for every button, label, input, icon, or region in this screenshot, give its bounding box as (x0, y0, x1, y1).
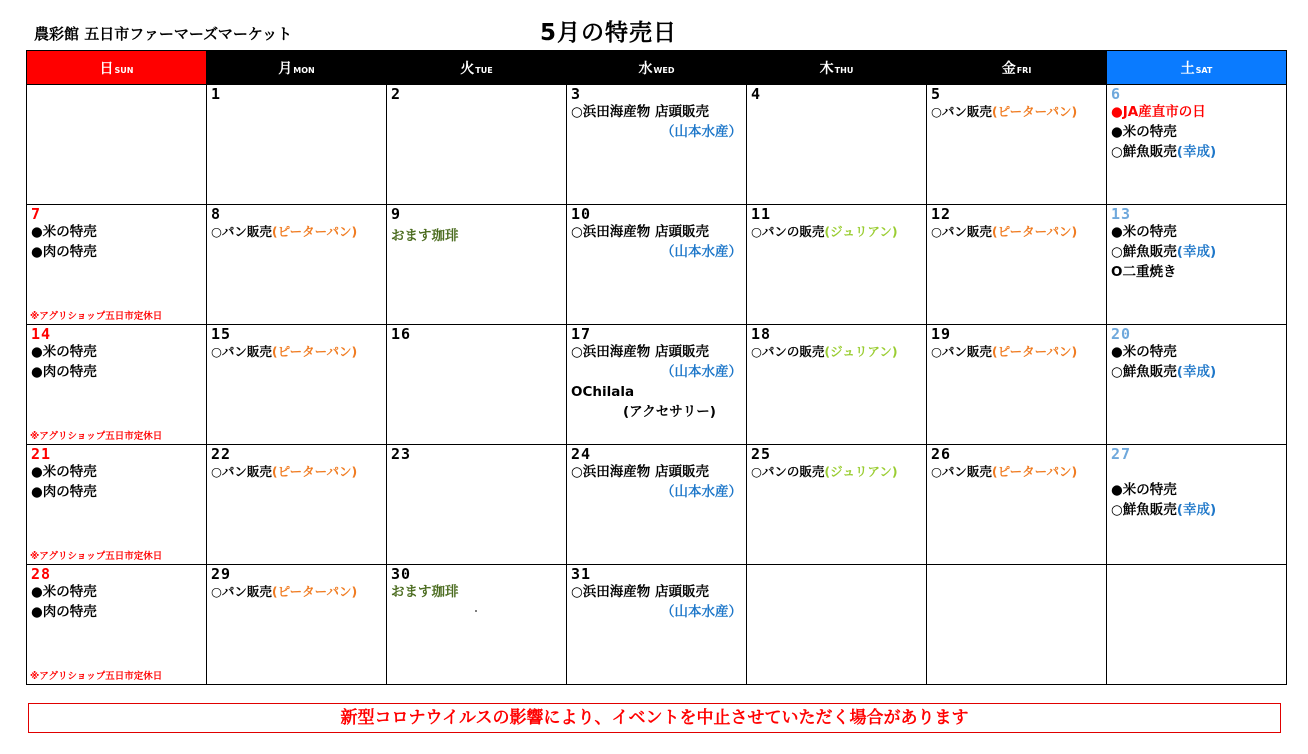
day-cell-4: 4 (747, 85, 927, 205)
event-yamamoto: （山本水産） (661, 124, 742, 140)
event-chilala: OChilala (571, 384, 635, 400)
event-bread: ○パン販売(ピーターパン) (211, 464, 358, 479)
week-row (27, 205, 1287, 325)
closed-note: ※アグリショップ五日市定休日 (30, 431, 163, 442)
event-bread: ○パン販売(ピーターパン) (211, 584, 358, 599)
day-cell-19: 19 ○パン販売(ピーターパン) (927, 325, 1107, 445)
event-fish: ○鮮魚販売(幸成) (1111, 364, 1217, 380)
event-hamada: ○浜田海産物 店頭販売 (571, 104, 709, 120)
day-cell-27: 27 ●米の特売 ○鮮魚販売(幸成) (1107, 445, 1287, 565)
event-meat: ●肉の特売 (31, 604, 97, 620)
weekday-header-sat: 土SAT (1107, 51, 1287, 85)
event-bread-julian: ○パンの販売(ジュリアン) (751, 344, 898, 359)
event-yamamoto: （山本水産） (661, 244, 742, 260)
day-cell-30: 30 おます珈琲 (387, 565, 567, 685)
day-cell-15: 15 ○パン販売(ピーターパン) (207, 325, 387, 445)
weekday-header-sun: 日SUN (27, 51, 207, 85)
event-bread: ○パン販売(ピーターパン) (931, 344, 1078, 359)
page-title: 5月の特売日 (540, 20, 678, 46)
week-row (27, 565, 1287, 685)
day-cell-23: 23 (387, 445, 567, 565)
event-yamamoto: （山本水産） (661, 484, 742, 500)
day-cell-3: 3 ○浜田海産物 店頭販売 （山本水産） (567, 85, 747, 205)
day-cell-5: 5 ○パン販売(ピーターパン) (927, 85, 1107, 205)
day-cell-12: 12 ○パン販売(ピーターパン) (927, 205, 1107, 325)
week-row (27, 445, 1287, 565)
event-rice: ●米の特売 (31, 224, 97, 240)
day-cell-empty (747, 565, 927, 685)
day-cell-empty (927, 565, 1107, 685)
weekday-header-mon: 月MON (207, 51, 387, 85)
event-rice: ●米の特売 (31, 344, 97, 360)
day-cell-25: 25 ○パンの販売(ジュリアン) (747, 445, 927, 565)
closed-note: ※アグリショップ五日市定休日 (30, 671, 163, 682)
event-fish: ○鮮魚販売(幸成) (1111, 244, 1217, 260)
day-cell-empty (1107, 565, 1287, 685)
day-cell-16: 16 (387, 325, 567, 445)
event-rice: ●米の特売 (31, 584, 97, 600)
closed-note: ※アグリショップ五日市定休日 (30, 551, 163, 562)
event-rice: ●米の特売 (1111, 344, 1177, 360)
store-name: 農彩館 五日市ファーマーズマーケット (34, 25, 293, 43)
day-cell-17: 17 ○浜田海産物 店頭販売 （山本水産） OChilala (アクセサリー) (567, 325, 747, 445)
event-hamada: ○浜田海産物 店頭販売 (571, 344, 709, 360)
day-cell-9: 9 おます珈琲 (387, 205, 567, 325)
weekday-header-wed: 水WED (567, 51, 747, 85)
day-cell-24: 24 ○浜田海産物 店頭販売 （山本水産） (567, 445, 747, 565)
day-cell-14: 14 ●米の特売 ●肉の特売 ※アグリショップ五日市定休日 (27, 325, 207, 445)
event-bread: ○パン販売(ピーターパン) (211, 224, 358, 239)
event-meat: ●肉の特売 (31, 244, 97, 260)
week-row (27, 325, 1287, 445)
day-cell-21: 21 ●米の特売 ●肉の特売 ※アグリショップ五日市定休日 (27, 445, 207, 565)
day-cell-6: 6 ●JA産直市の日 ●米の特売 ○鮮魚販売(幸成) (1107, 85, 1287, 205)
day-cell-31: 31 ○浜田海産物 店頭販売 （山本水産） (567, 565, 747, 685)
event-rice: ●米の特売 (1111, 482, 1177, 498)
event-bread: ○パン販売(ピーターパン) (211, 344, 358, 359)
event-rice: ●米の特売 (31, 464, 97, 480)
event-fish: ○鮮魚販売(幸成) (1111, 144, 1217, 160)
day-cell-8: 8 ○パン販売(ピーターパン) (207, 205, 387, 325)
event-rice: ●米の特売 (1111, 124, 1177, 140)
day-cell-7: 7 ●米の特売 ●肉の特売 ※アグリショップ五日市定休日 (27, 205, 207, 325)
event-hamada: ○浜田海産物 店頭販売 (571, 584, 709, 600)
day-cell-18: 18 ○パンの販売(ジュリアン) (747, 325, 927, 445)
day-cell-11: 11 ○パンの販売(ジュリアン) (747, 205, 927, 325)
event-ja-market: ●JA産直市の日 (1111, 104, 1206, 120)
event-bread-julian: ○パンの販売(ジュリアン) (751, 464, 898, 479)
covid-notice: 新型コロナウイルスの影響により、イベントを中止させていただく場合があります (28, 703, 1281, 733)
day-cell-empty (27, 85, 207, 205)
day-cell-26: 26 ○パン販売(ピーターパン) (927, 445, 1107, 565)
day-cell-29: 29 ○パン販売(ピーターパン) (207, 565, 387, 685)
calendar-table (26, 50, 1287, 685)
event-bread: ○パン販売(ピーターパン) (931, 104, 1078, 119)
event-nijuyaki: O二重焼き (1111, 264, 1177, 280)
event-bread: ○パン販売(ピーターパン) (931, 224, 1078, 239)
weekday-header-fri: 金FRI (927, 51, 1107, 85)
week-row (27, 85, 1287, 205)
day-cell-2: 2 (387, 85, 567, 205)
event-fish: ○鮮魚販売(幸成) (1111, 502, 1217, 518)
event-coffee: おます珈琲 (391, 228, 459, 244)
event-meat: ●肉の特売 (31, 364, 97, 380)
day-cell-28: 28 ●米の特売 ●肉の特売 ※アグリショップ五日市定休日 (27, 565, 207, 685)
day-cell-10: 10 ○浜田海産物 店頭販売 （山本水産） (567, 205, 747, 325)
event-accessory: (アクセサリー) (623, 404, 716, 420)
day-cell-13: 13 ●米の特売 ○鮮魚販売(幸成) O二重焼き (1107, 205, 1287, 325)
weekday-header-thu: 木THU (747, 51, 927, 85)
weekday-header-tue: 火TUE (387, 51, 567, 85)
event-meat: ●肉の特売 (31, 484, 97, 500)
closed-note: ※アグリショップ五日市定休日 (30, 311, 163, 322)
day-cell-1: 1 (207, 85, 387, 205)
day-cell-22: 22 ○パン販売(ピーターパン) (207, 445, 387, 565)
event-hamada: ○浜田海産物 店頭販売 (571, 464, 709, 480)
event-yamamoto: （山本水産） (661, 364, 742, 380)
event-hamada: ○浜田海産物 店頭販売 (571, 224, 709, 240)
event-coffee: おます珈琲 (391, 584, 459, 600)
stray-dot (475, 610, 477, 612)
day-cell-20: 20 ●米の特売 ○鮮魚販売(幸成) (1107, 325, 1287, 445)
weekday-header-row (27, 51, 1287, 85)
event-rice: ●米の特売 (1111, 224, 1177, 240)
event-bread: ○パン販売(ピーターパン) (931, 464, 1078, 479)
event-bread-julian: ○パンの販売(ジュリアン) (751, 224, 898, 239)
event-yamamoto: （山本水産） (661, 604, 742, 620)
